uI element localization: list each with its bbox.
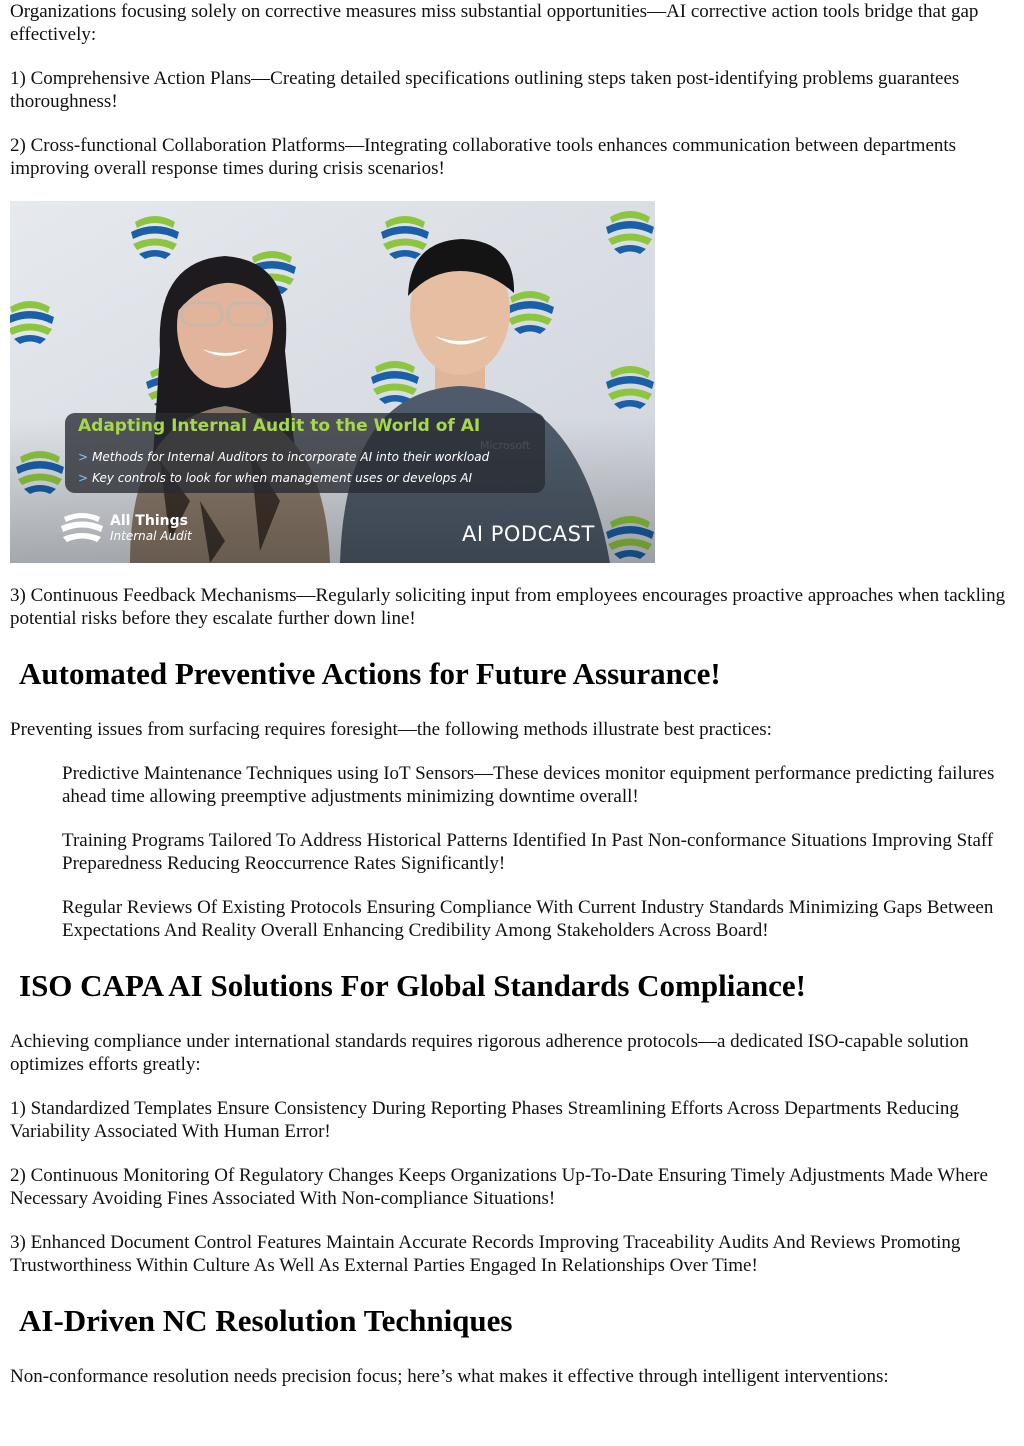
intro-paragraph: Organizations focusing solely on corrective measures miss substantial opportunities—AI corrective action tools bridge that gap effectively:: [10, 1, 979, 45]
podcast-photo-art: [10, 201, 655, 563]
list-item: Predictive Maintenance Techniques using IoT Sensors—These devices monitor equipment performance predicting failures ahead time allowing preemptive adjustments minimizing downtime overall!: [62, 763, 995, 807]
chevron-right-icon: >: [78, 471, 89, 485]
list-item: Regular Reviews Of Existing Protocols Ensuring Compliance With Current Industry Standards Minimizing Gaps Between Expectations And Reality Overall Enhancing Credibility Among Stakeholders Across Board!: [62, 897, 994, 941]
image-caption-title: Adapting Internal Audit to the World of AI: [78, 416, 481, 436]
list-item: 2) Continuous Monitoring Of Regulatory Changes Keeps Organizations Up-To-Date Ensuring Timely Adjustments Made Where Necessary Avoiding Fines Associated With Non-compliance Situations!: [10, 1165, 988, 1209]
section-heading-iso: ISO CAPA AI Solutions For Global Standards Compliance!: [19, 968, 806, 1003]
corrective-item-2: 2) Cross-functional Collaboration Platforms—Integrating collaborative tools enhances communication between departments improving overall response times during crisis scenarios!: [10, 135, 957, 179]
chevron-right-icon: >: [78, 450, 89, 464]
section-heading-preventive: Automated Preventive Actions for Future Assurance!: [19, 656, 721, 691]
corrective-item-3: 3) Continuous Feedback Mechanisms—Regularly soliciting input from employees encourages proactive approaches when tackling potential risks before they escalate further down line!: [10, 585, 1006, 629]
image-caption-bullet-text: Methods for Internal Auditors to incorporate AI into their workload: [92, 450, 490, 464]
brand-line-1: All Things: [110, 513, 188, 529]
image-caption-bullet-text: Key controls to look for when management uses or develops AI: [92, 471, 473, 485]
brand-line-2: Internal Audit: [110, 529, 192, 543]
brand-logo-text: [110, 513, 192, 543]
list-item: Training Programs Tailored To Address Historical Patterns Identified In Past Non-conformance Situations Improving Staff Preparedness Reducing Reoccurrence Rates Significantly!: [62, 830, 994, 874]
section-intro-nc: Non-conformance resolution needs precision focus; here’s what makes it effective through intelligent interventions:: [10, 1366, 889, 1387]
image-caption-bullet-1: [78, 446, 489, 469]
list-item: 1) Standardized Templates Ensure Consistency During Reporting Phases Streamlining Efforts Across Departments Reducing Variability Associated With Human Error!: [10, 1098, 959, 1142]
corrective-item-1: 1) Comprehensive Action Plans—Creating detailed specifications outlining steps taken post-identifying problems guarantees thoroughness!: [10, 68, 960, 112]
list-item: 3) Enhanced Document Control Features Maintain Accurate Records Improving Traceability Audits And Reviews Promoting Trustworthiness Within Culture As Well As External Parties Engaged In Relationships Over Time!: [10, 1232, 961, 1276]
image-caption-bullet-2: [78, 467, 472, 490]
podcast-image: [10, 201, 655, 563]
section-intro-iso: Achieving compliance under international standards requires rigorous adherence protocols—a dedicated ISO-capable solution optimizes efforts greatly:: [10, 1031, 969, 1075]
podcast-badge: AI PODCAST: [462, 522, 595, 546]
section-heading-nc: AI-Driven NC Resolution Techniques: [19, 1303, 513, 1338]
section-intro-preventive: Preventing issues from surfacing requires foresight—the following methods illustrate best practices:: [10, 719, 772, 740]
